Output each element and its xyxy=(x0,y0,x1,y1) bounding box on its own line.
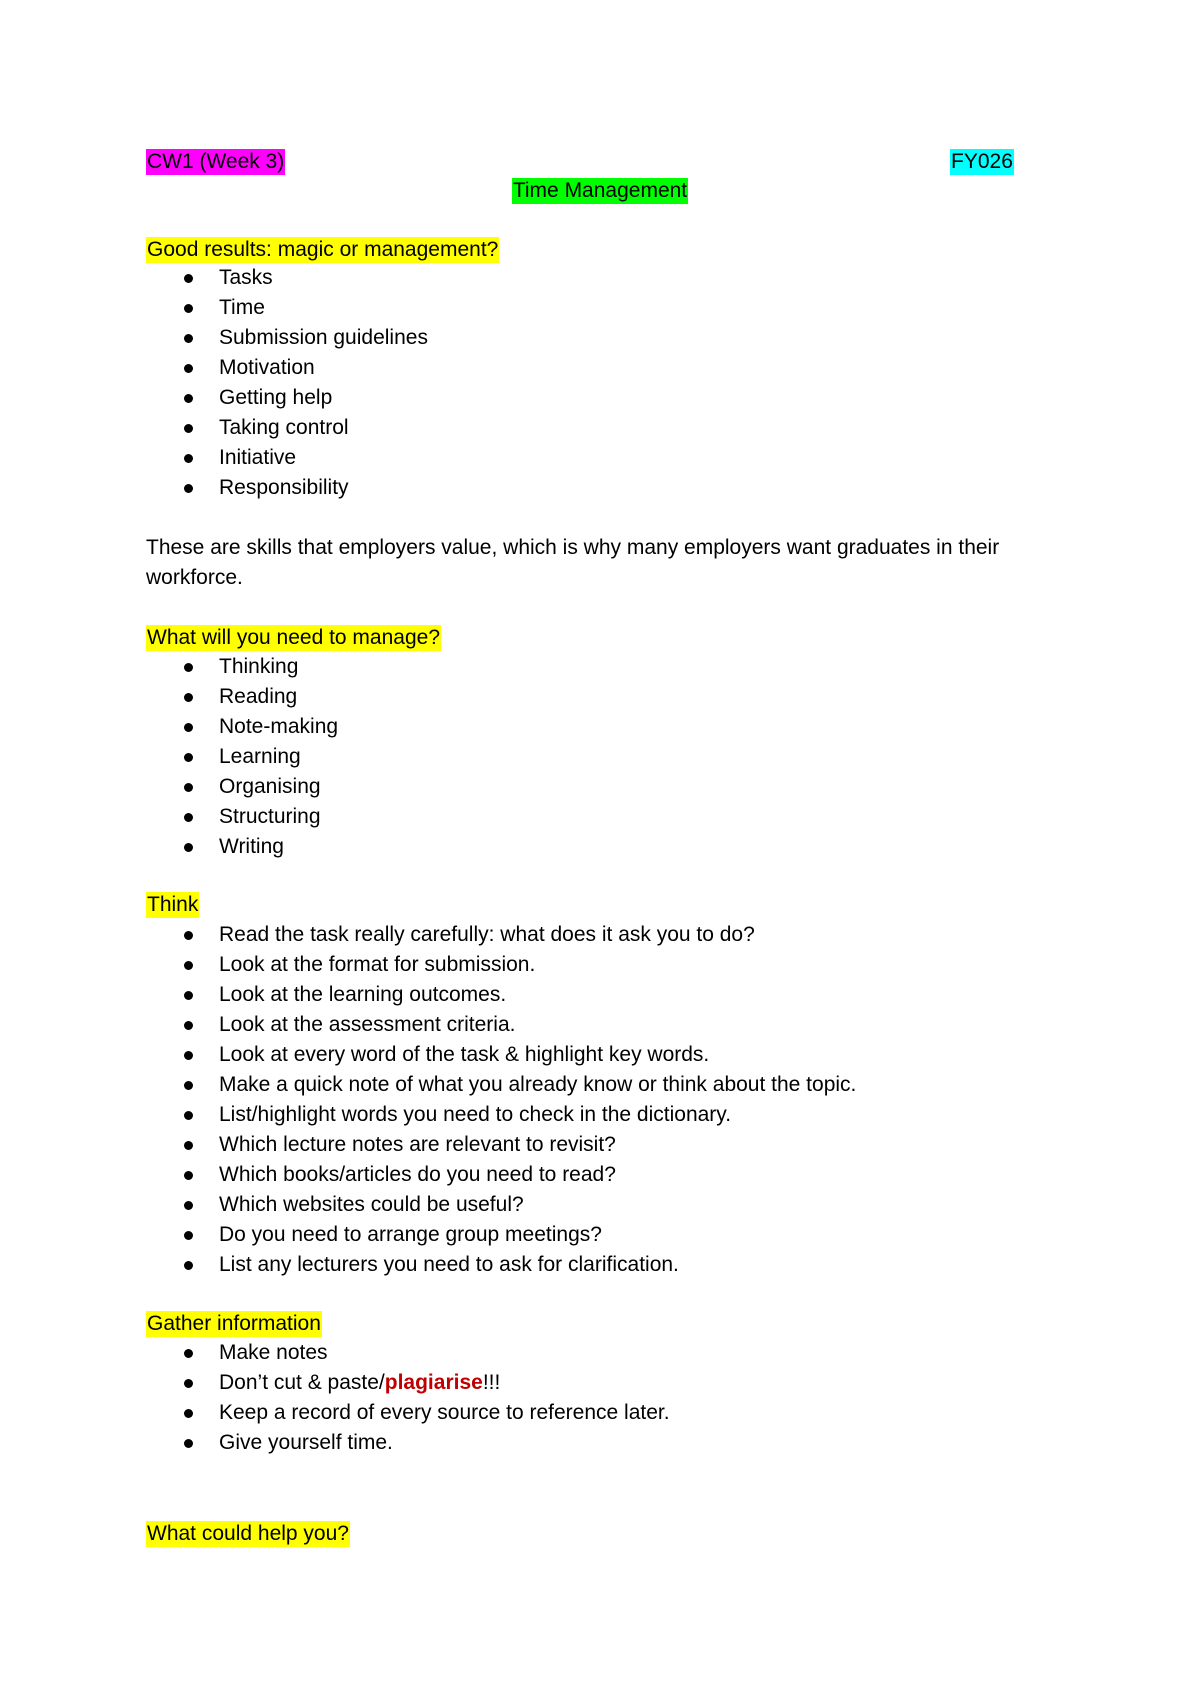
document-title-text: Time Management xyxy=(512,179,688,202)
course-label xyxy=(146,150,285,174)
module-code xyxy=(950,150,1014,174)
list-item xyxy=(146,1220,856,1250)
list-item-text: Keep a record of every source to reference later. xyxy=(219,1401,670,1424)
list-item xyxy=(146,443,428,473)
bullet-icon xyxy=(184,484,193,493)
bullet-icon xyxy=(184,843,193,852)
list-item-text: List/highlight words you need to check in the dictionary. xyxy=(219,1103,732,1126)
bullet-icon xyxy=(184,364,193,373)
list-item xyxy=(146,473,428,503)
bullet-icon xyxy=(184,723,193,732)
employers-paragraph: These are skills that employers value, which is why many employers want graduates in their workforce. xyxy=(146,536,1000,589)
list-item-text: Look at the assessment criteria. xyxy=(219,1013,516,1036)
list-item-text: Give yourself time. xyxy=(219,1431,393,1454)
section-heading-think-text: Think xyxy=(147,893,199,916)
list-item-text: Make a quick note of what you already know or think about the topic. xyxy=(219,1073,857,1096)
list-item xyxy=(146,1368,670,1398)
list-item-text: Do you need to arrange group meetings? xyxy=(219,1223,602,1246)
bullet-icon xyxy=(184,1141,193,1150)
course-label-text: CW1 (Week 3) xyxy=(147,150,285,173)
list-item-text: Taking control xyxy=(219,416,349,439)
list-item xyxy=(146,1190,856,1220)
list-item xyxy=(146,980,856,1010)
list-item-text: Look at the learning outcomes. xyxy=(219,983,507,1006)
list-item-text: Writing xyxy=(219,835,284,858)
list-item-text: Structuring xyxy=(219,805,321,828)
list-item-text: Look at the format for submission. xyxy=(219,953,536,976)
gather-list xyxy=(146,1338,670,1458)
list-item-text: Responsibility xyxy=(219,476,349,499)
section-heading-manage-text: What will you need to manage? xyxy=(147,626,441,649)
list-item xyxy=(146,832,338,862)
bullet-icon xyxy=(184,1409,193,1418)
bullet-icon xyxy=(184,783,193,792)
bullet-icon xyxy=(184,931,193,940)
list-item xyxy=(146,1040,856,1070)
bullet-icon xyxy=(184,693,193,702)
section-heading-results-text: Good results: magic or management? xyxy=(147,238,499,261)
list-item-text: Don’t cut & paste/ xyxy=(219,1371,385,1394)
section-heading-help-text: What could help you? xyxy=(147,1522,349,1545)
bullet-icon xyxy=(184,1171,193,1180)
list-item xyxy=(146,1160,856,1190)
list-item xyxy=(146,772,338,802)
bullet-icon xyxy=(184,753,193,762)
bullet-icon xyxy=(184,1051,193,1060)
list-item xyxy=(146,652,338,682)
bullet-icon xyxy=(184,274,193,283)
list-item-text: Getting help xyxy=(219,386,333,409)
list-item xyxy=(146,383,428,413)
bullet-icon xyxy=(184,304,193,313)
bullet-icon xyxy=(184,1349,193,1358)
document-title xyxy=(0,179,1200,203)
list-item xyxy=(146,263,428,293)
section-heading-gather-text: Gather information xyxy=(147,1312,321,1335)
list-item-text: Which websites could be useful? xyxy=(219,1193,524,1216)
bullet-icon xyxy=(184,1231,193,1240)
section-heading-gather xyxy=(146,1312,322,1336)
think-list xyxy=(146,920,856,1280)
bullet-icon xyxy=(184,334,193,343)
list-item xyxy=(146,1130,856,1160)
list-item xyxy=(146,1250,856,1280)
list-item-text: Submission guidelines xyxy=(219,326,428,349)
bullet-icon xyxy=(184,1081,193,1090)
list-item xyxy=(146,353,428,383)
list-item-text: Make notes xyxy=(219,1341,328,1364)
list-item xyxy=(146,712,338,742)
list-item-text: Organising xyxy=(219,775,321,798)
list-item-text: Look at every word of the task & highlight key words. xyxy=(219,1043,710,1066)
list-item-text: Read the task really carefully: what does it ask you to do? xyxy=(219,923,755,946)
list-item xyxy=(146,1010,856,1040)
bullet-icon xyxy=(184,991,193,1000)
list-item-text: Thinking xyxy=(219,655,299,678)
list-item xyxy=(146,1398,670,1428)
list-item-text: Reading xyxy=(219,685,298,708)
exclamation-text: !!! xyxy=(482,1371,501,1394)
list-item-text: Note-making xyxy=(219,715,339,738)
list-item xyxy=(146,323,428,353)
section-heading-help xyxy=(146,1522,350,1546)
list-item-text: Which books/articles do you need to read? xyxy=(219,1163,616,1186)
results-list xyxy=(146,263,428,503)
bullet-icon xyxy=(184,1021,193,1030)
bullet-icon xyxy=(184,394,193,403)
list-item-text: Motivation xyxy=(219,356,315,379)
plagiarise-emphasis: plagiarise xyxy=(384,1371,483,1394)
bullet-icon xyxy=(184,1379,193,1388)
list-item xyxy=(146,682,338,712)
section-heading-manage xyxy=(146,626,441,650)
list-item-text: Initiative xyxy=(219,446,297,469)
list-item xyxy=(146,742,338,772)
bullet-icon xyxy=(184,1201,193,1210)
list-item-text: List any lecturers you need to ask for clarification. xyxy=(219,1253,679,1276)
module-code-text: FY026 xyxy=(951,150,1013,173)
section-heading-think xyxy=(146,893,199,917)
list-item-text: Learning xyxy=(219,745,301,768)
section-heading-results xyxy=(146,238,499,262)
list-item xyxy=(146,1428,670,1458)
list-item-text: Which lecture notes are relevant to revisit? xyxy=(219,1133,616,1156)
bullet-icon xyxy=(184,1261,193,1270)
bullet-icon xyxy=(184,1111,193,1120)
list-item-text: Tasks xyxy=(219,266,273,289)
list-item xyxy=(146,950,856,980)
bullet-icon xyxy=(184,1439,193,1448)
list-item xyxy=(146,802,338,832)
manage-list xyxy=(146,652,338,862)
list-item-text: Time xyxy=(219,296,265,319)
bullet-icon xyxy=(184,424,193,433)
list-item xyxy=(146,1070,856,1100)
bullet-icon xyxy=(184,454,193,463)
list-item xyxy=(146,920,856,950)
bullet-icon xyxy=(184,813,193,822)
list-item xyxy=(146,1100,856,1130)
bullet-icon xyxy=(184,663,193,672)
bullet-icon xyxy=(184,961,193,970)
list-item xyxy=(146,413,428,443)
list-item xyxy=(146,1338,670,1368)
list-item xyxy=(146,293,428,323)
